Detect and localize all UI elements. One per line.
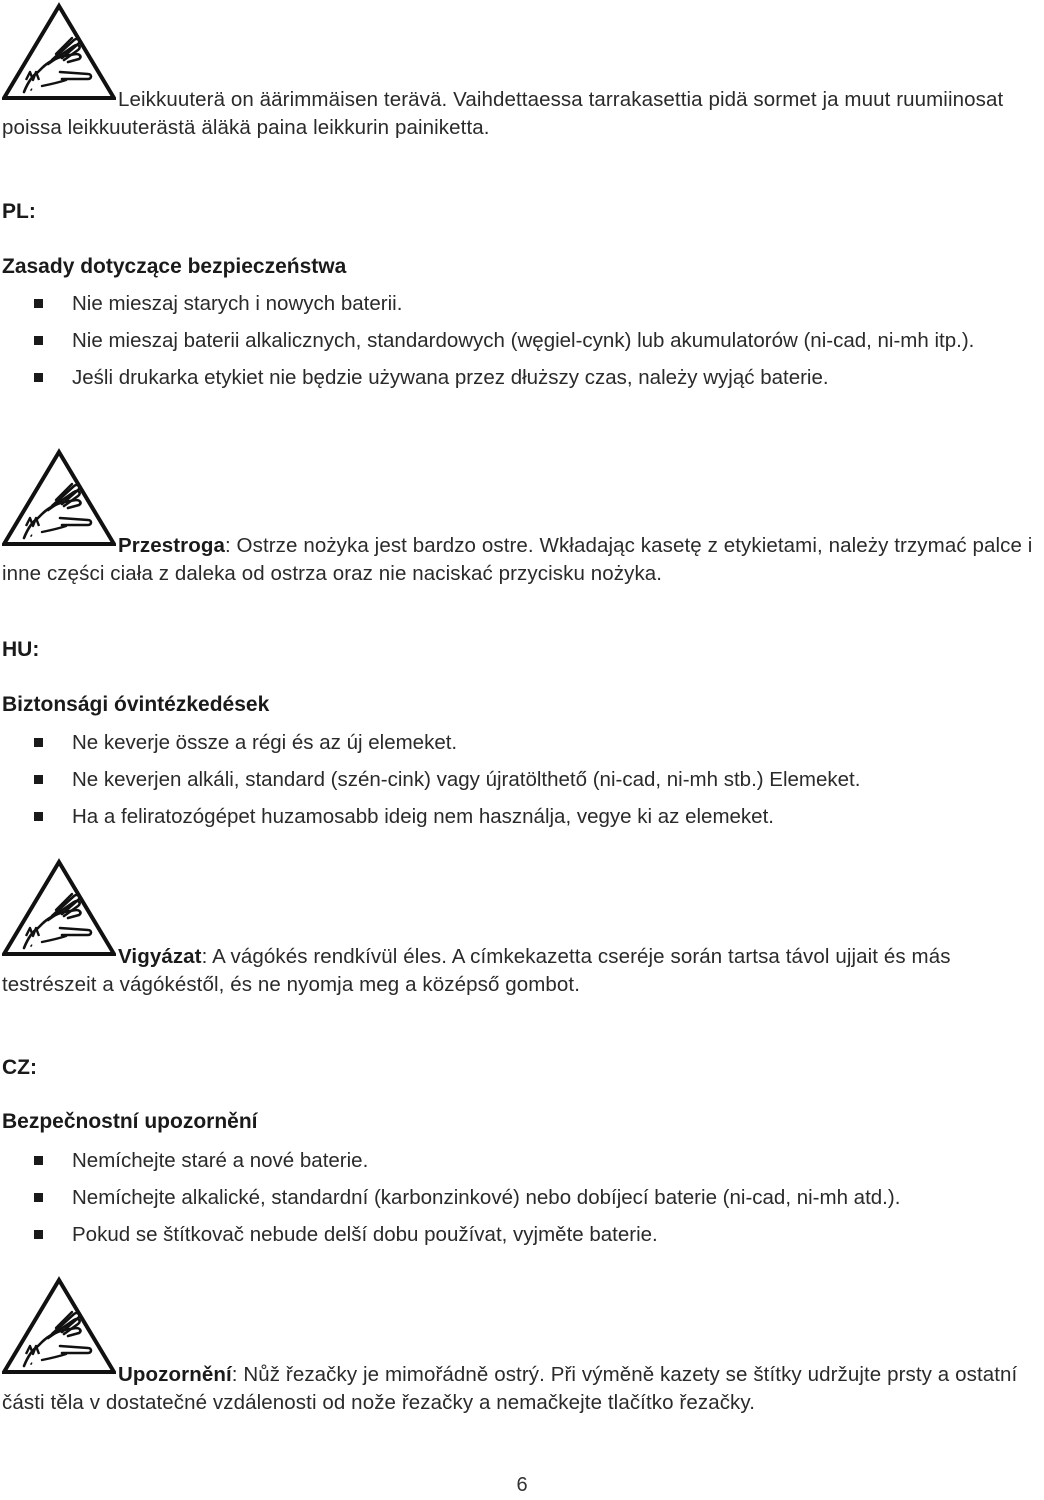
bullet-square-icon [34,299,43,308]
list-item-text: Nemíchejte staré a nové baterie. [72,1149,369,1172]
cz-language-label: CZ: [2,1056,37,1079]
list-item [0,1147,1044,1175]
bullet-square-icon [34,1156,43,1165]
pl-language-label: PL: [2,200,36,223]
fi-warning-text: Leikkuuterä on äärimmäisen terävä. Vaihdettaessa tarrakasettia pidä sormet ja muut ruumiinosat poissa leikkuuterästä äläkä paina leikkurin painiketta. [2,88,1004,139]
cz-safety-heading: Bezpečnostní upozornění [2,1110,258,1133]
fi-warning [2,86,1042,142]
bullet-square-icon [34,1230,43,1239]
list-item-text: Nemíchejte alkalické, standardní (karbonzinkové) nebo dobíjecí baterie (ni-cad, ni-mh atd.). [72,1186,901,1209]
list-item-text: Nie mieszaj starych i nowych baterii. [72,292,403,315]
bullet-square-icon [34,336,43,345]
pl-warning-text: : Ostrze nożyka jest bardzo ostre. Wkładając kasetę z etykietami, należy trzymać palce i inne części ciała z daleka od ostrza oraz nie naciskać przycisku nożyka. [2,534,1033,585]
page-number: 6 [516,1474,528,1496]
cz-warning-text: : Nůž řezačky je mimořádně ostrý. Při výměně kazety se štítky udržujte prsty a ostatní části těla v dostatečné vzdálenosti od nože řezačky a nemačkejte tlačítko řezačky. [2,1363,1018,1414]
list-item-text: Ne keverje össze a régi és az új elemeket. [72,731,458,754]
list-item [0,1184,1044,1212]
bullet-square-icon [34,812,43,821]
cz-warning [2,1361,1042,1417]
list-item [0,327,1044,355]
hu-bullet-list [0,729,1044,840]
pl-warning [2,532,1042,588]
hu-warning [2,943,1042,999]
list-item [0,803,1044,831]
list-item-text: Jeśli drukarka etykiet nie będzie używana przez dłuższy czas, należy wyjąć baterie. [72,366,829,389]
pl-safety-heading: Zasady dotyczące bezpieczeństwa [2,255,347,278]
list-item [0,729,1044,757]
bullet-square-icon [34,775,43,784]
hu-safety-heading: Biztonsági óvintézkedések [2,693,270,716]
list-item [0,766,1044,794]
list-item [0,364,1044,392]
pl-warning-label: Przestroga [118,534,225,557]
bullet-square-icon [34,738,43,747]
list-item-text: Pokud se štítkovač nebude delší dobu používat, vyjměte baterie. [72,1223,658,1246]
cz-bullet-list [0,1147,1044,1258]
pl-bullet-list [0,290,1044,401]
cut-hazard-warning-icon [2,858,116,956]
list-item [0,290,1044,318]
bullet-square-icon [34,1193,43,1202]
bullet-square-icon [34,373,43,382]
cut-hazard-warning-icon [2,1276,116,1374]
hu-warning-text: : A vágókés rendkívül éles. A címkekazetta cseréje során tartsa távol ujjait és más testrészeit a vágókéstől, és ne nyomja meg a középső gombot. [2,945,951,996]
list-item-text: Ne keverjen alkáli, standard (szén-cink) vagy újratölthető (ni-cad, ni-mh stb.) Elemeket. [72,768,861,791]
hu-language-label: HU: [2,638,40,661]
cz-warning-label: Upozornění [118,1363,232,1386]
list-item-text: Ha a feliratozógépet huzamosabb ideig nem használja, vegye ki az elemeket. [72,805,774,828]
list-item [0,1221,1044,1249]
hu-warning-label: Vigyázat [118,945,202,968]
list-item-text: Nie mieszaj baterii alkalicznych, standardowych (węgiel-cynk) lub akumulatorów (ni-cad, ni-mh itp.). [72,329,975,352]
